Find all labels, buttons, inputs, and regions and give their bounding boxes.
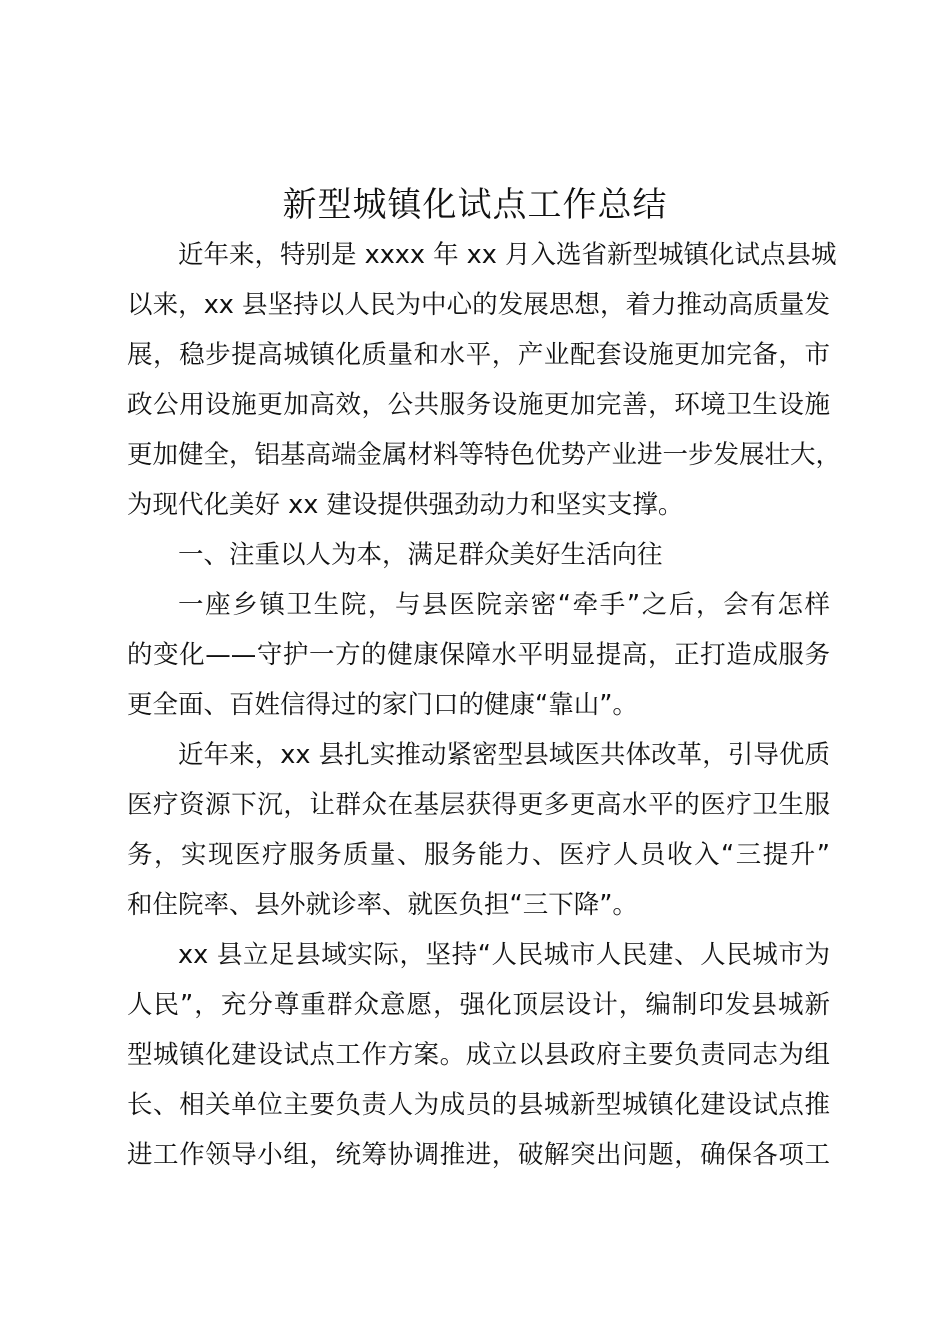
paragraph-line: 更全面、百姓信得过的家门口的健康“靠山”。 (127, 690, 638, 720)
paragraph-line: 近年来，xx 县扎实推动紧密型县域医共体改革，引导优质 (178, 740, 830, 770)
paragraph-line: 型城镇化建设试点工作方案。成立以县政府主要负责同志为组 (127, 1040, 830, 1070)
paragraph-line: 务，实现医疗服务质量、服务能力、医疗人员收入“三提升” (127, 840, 830, 870)
paragraph-line: 进工作领导小组，统筹协调推进，破解突出问题，确保各项工 (127, 1140, 830, 1170)
paragraph-line: 的变化——守护一方的健康保障水平明显提高，正打造成服务 (127, 640, 830, 670)
paragraph-line: 为现代化美好 xx 建设提供强劲动力和坚实支撑。 (127, 490, 684, 520)
paragraph-line: 以来，xx 县坚持以人民为中心的发展思想，着力推动高质量发 (127, 290, 830, 320)
paragraph-line: 展，稳步提高城镇化质量和水平，产业配套设施更加完备，市 (127, 340, 830, 370)
paragraph-line: 政公用设施更加高效，公共服务设施更加完善，环境卫生设施 (127, 390, 830, 420)
paragraph-line: 更加健全，铝基高端金属材料等特色优势产业进一步发展壮大， (127, 440, 842, 470)
document-title: 新型城镇化试点工作总结 (282, 185, 668, 225)
section-heading: 一、注重以人为本，满足群众美好生活向往 (178, 540, 663, 570)
paragraph-line: 一座乡镇卫生院，与县医院亲密“牵手”之后，会有怎样 (178, 590, 830, 620)
paragraph-line: 近年来，特别是 xxxx 年 xx 月入选省新型城镇化试点县城 (178, 240, 837, 270)
paragraph-line: 和住院率、县外就诊率、就医负担“三下降”。 (127, 890, 638, 920)
paragraph-line: 人民”，充分尊重群众意愿，强化顶层设计，编制印发县城新 (127, 990, 830, 1020)
paragraph-line: 长、相关单位主要负责人为成员的县城新型城镇化建设试点推 (127, 1090, 830, 1120)
paragraph-line: xx 县立足县域实际，坚持“人民城市人民建、人民城市为 (178, 940, 830, 970)
paragraph-line: 医疗资源下沉，让群众在基层获得更多更高水平的医疗卫生服 (127, 790, 830, 820)
